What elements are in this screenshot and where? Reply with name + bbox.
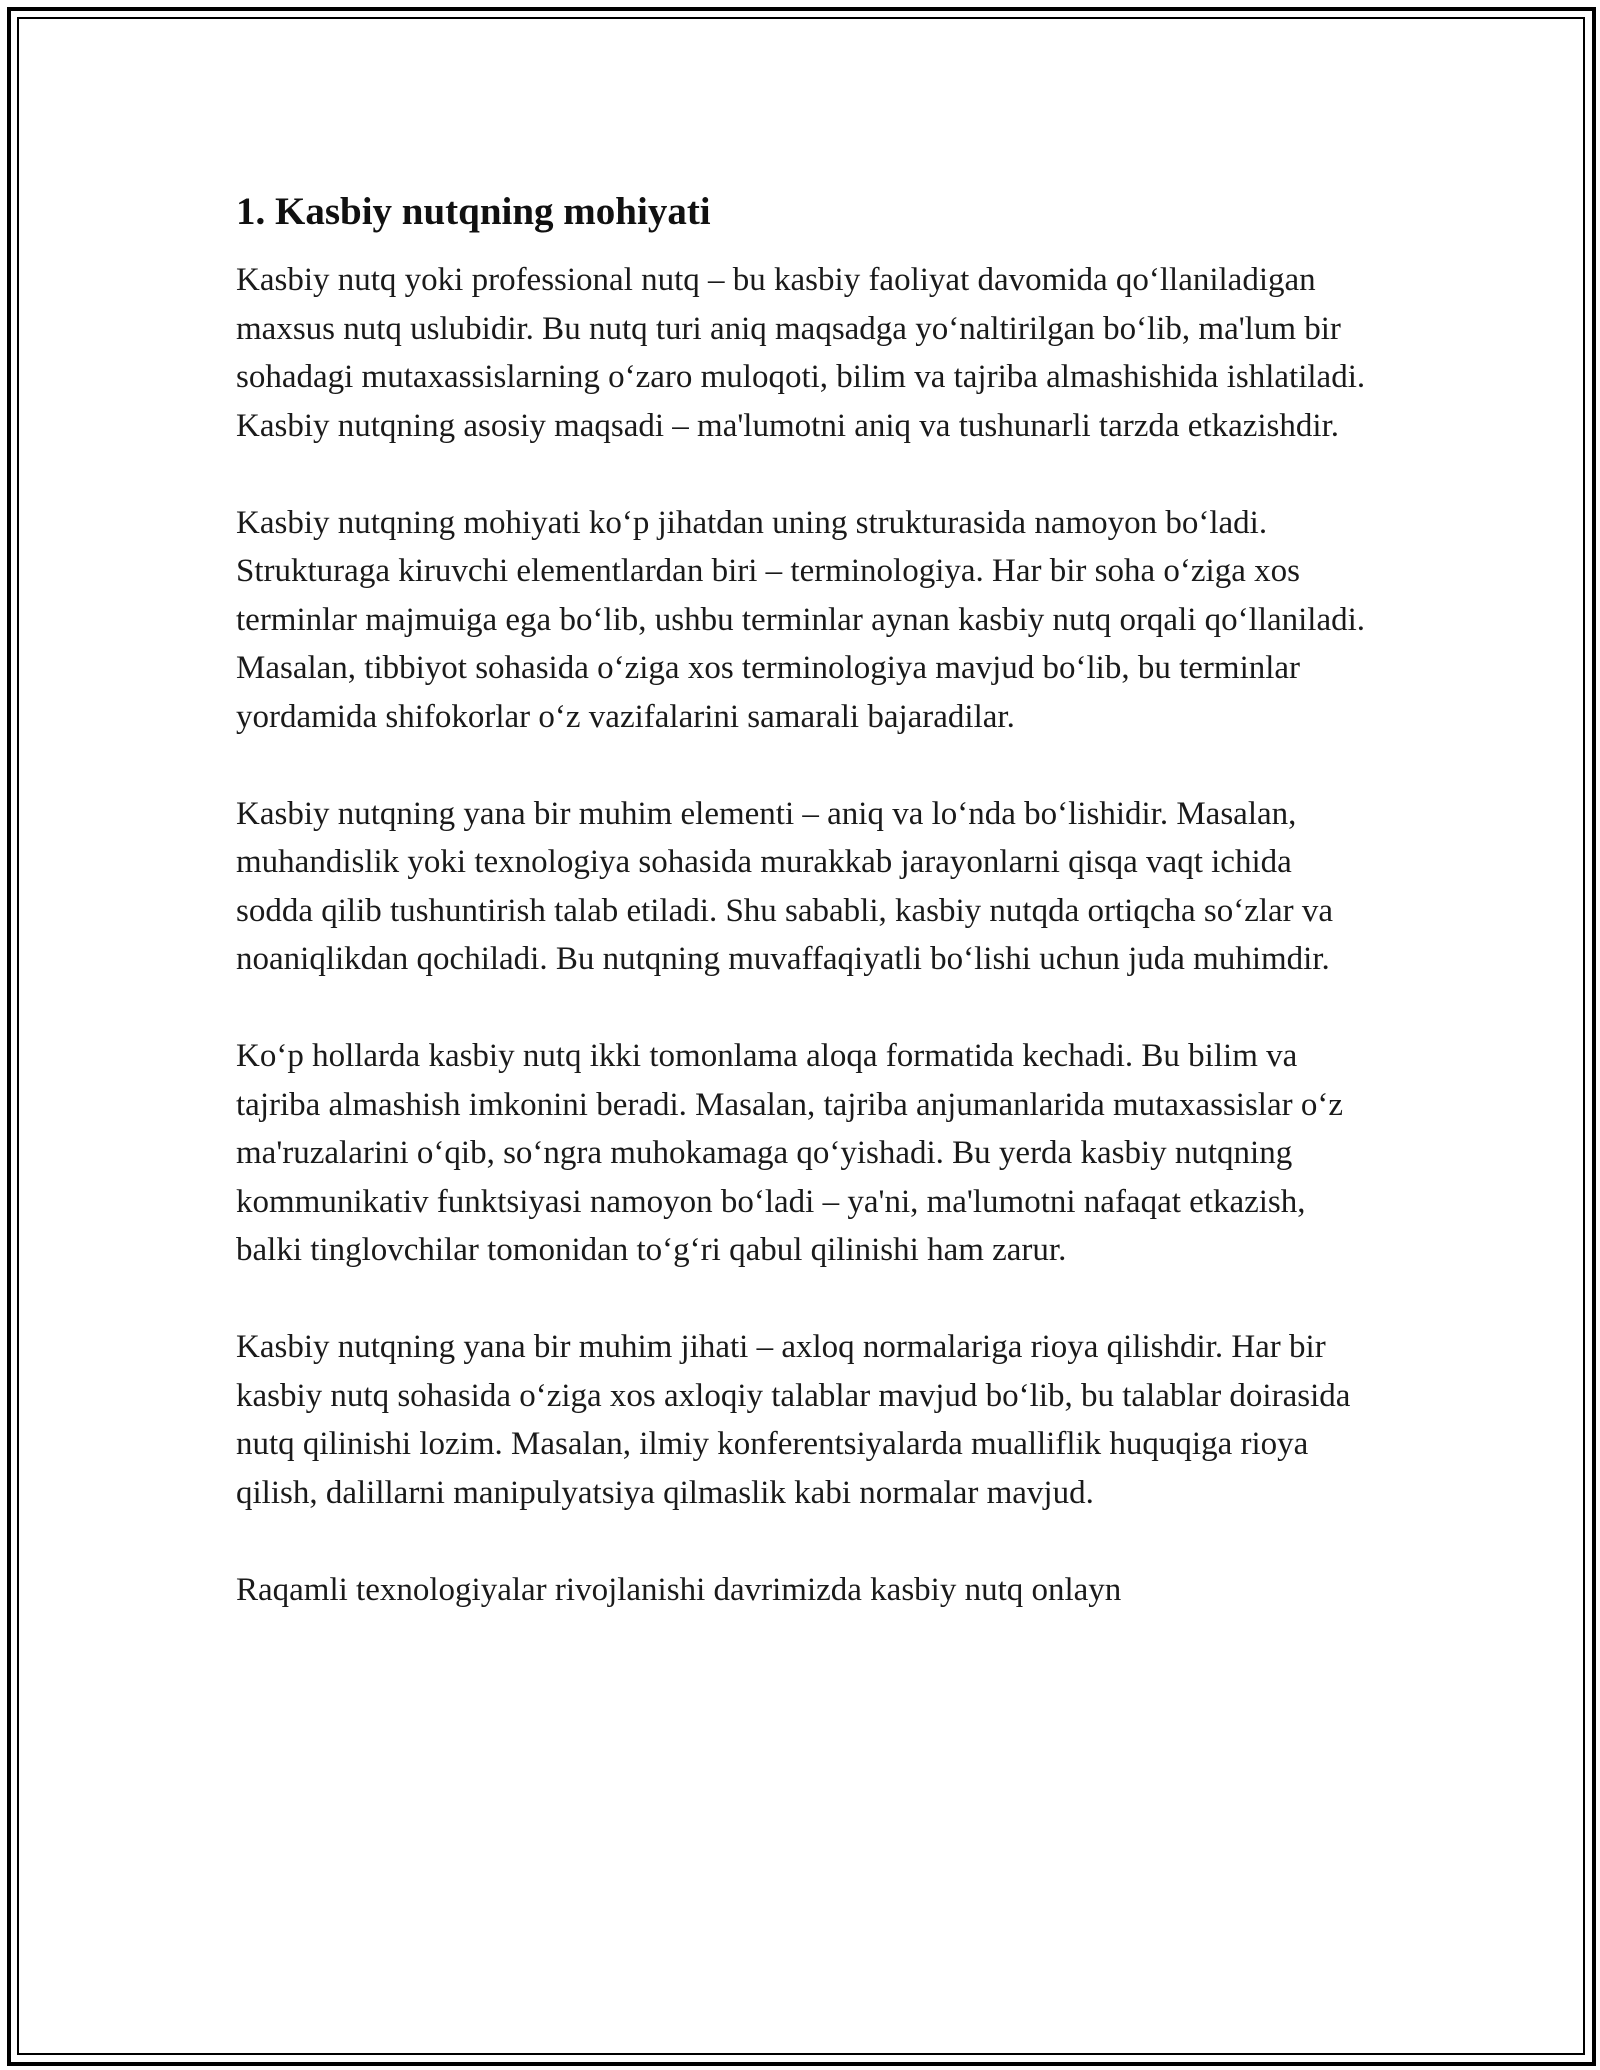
document-body <box>236 186 1366 1614</box>
paragraph-5: Kasbiy nutqning yana bir muhim jihati – axloq normalariga rioya qilishdir. Har bir kasbiy nutq sohasida o‘ziga xos axloqiy talablar mavjud bo‘lib, bu talablar doirasida nutq qilinishi lozim. Masalan, ilmiy konferentsiyalarda mualliflik huquqiga rioya qilish, dalillarni manipulyatsiya qilmaslik kabi normalar mavjud. <box>236 1329 1351 1511</box>
paragraph-6: Raqamli texnologiyalar rivojlanishi davrimizda kasbiy nutq onlayn <box>236 1571 1122 1608</box>
section-heading: 1. Kasbiy nutqning mohiyati <box>236 190 711 233</box>
paragraph-1: Kasbiy nutq yoki professional nutq – bu kasbiy faoliyat davomida qo‘llaniladigan maxsus nutq uslubidir. Bu nutq turi aniq maqsadga yo‘naltirilgan bo‘lib, ma'lum bir sohadagi mutaxassislarning o‘zaro muloqoti, bilim va tajriba almashishida ishlatiladi. Kasbiy nutqning asosiy maqsadi – ma'lumotni aniq va tushunarli tarzda etkazishdir. <box>236 262 1366 444</box>
paragraph-3: Kasbiy nutqning yana bir muhim elementi – aniq va lo‘nda bo‘lishidir. Masalan, muhandislik yoki texnologiya sohasida murakkab jarayonlarni qisqa vaqt ichida sodda qilib tushuntirish talab etiladi. Shu sababli, kasbiy nutqda ortiqcha so‘zlar va noaniqlikdan qochiladi. Bu nutqning muvaffaqiyatli bo‘lishi uchun juda muhimdir. <box>236 795 1334 977</box>
paragraph-4: Ko‘p hollarda kasbiy nutq ikki tomonlama aloqa formatida kechadi. Bu bilim va tajriba almashish imkonini beradi. Masalan, tajriba anjumanlarida mutaxassislar o‘z ma'ruzalarini o‘qib, so‘ngra muhokamaga qo‘yishadi. Bu yerda kasbiy nutqning kommunikativ funktsiyasi namoyon bo‘ladi – ya'ni, ma'lumotni nafaqat etkazish, balki tinglovchilar tomonidan to‘g‘ri qabul qilinishi ham zarur. <box>236 1038 1343 1268</box>
paragraph-2: Kasbiy nutqning mohiyati ko‘p jihatdan uning strukturasida namoyon bo‘ladi. Strukturaga kiruvchi elementlardan biri – terminologiya. Har bir soha o‘ziga xos terminlar majmuiga ega bo‘lib, ushbu terminlar aynan kasbiy nutq orqali qo‘llaniladi. Masalan, tibbiyot sohasida o‘ziga xos terminologiya mavjud bo‘lib, bu terminlar yordamida shifokorlar o‘z vazifalarini samarali bajaradilar. <box>236 504 1366 735</box>
